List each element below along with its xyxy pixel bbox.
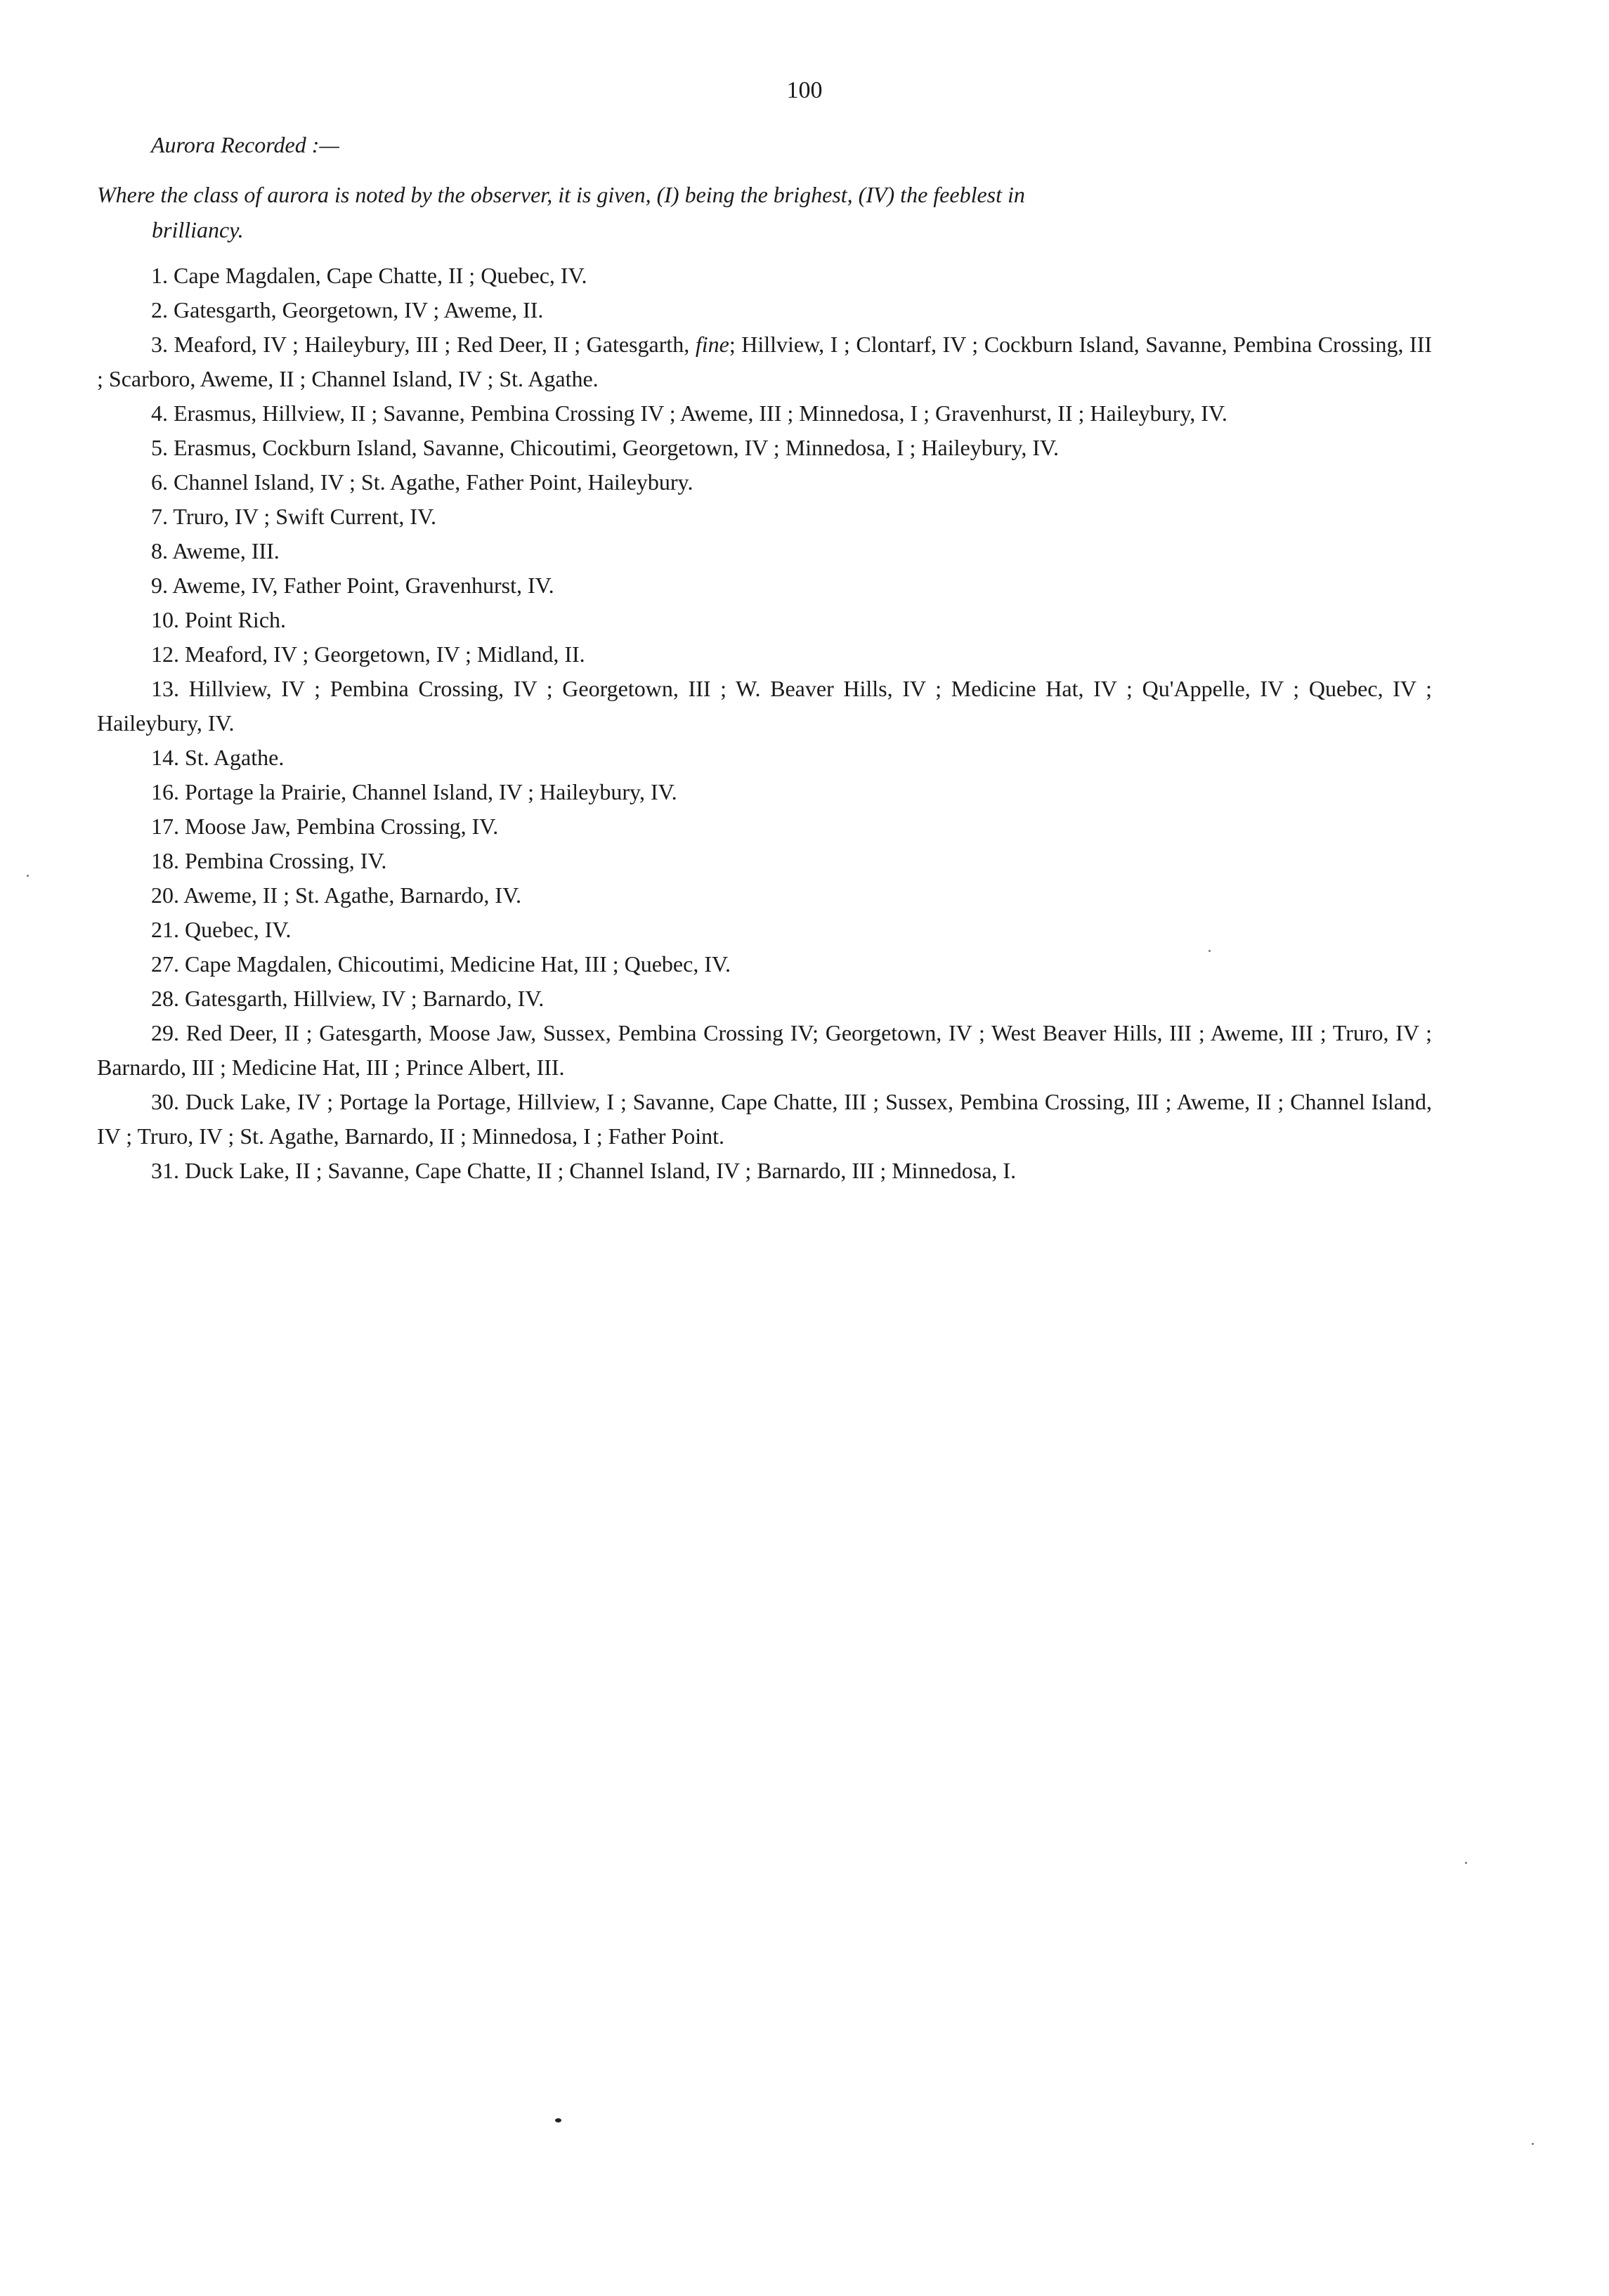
entry-text: Gatesgarth, Hillview, IV ; Barnardo, IV. xyxy=(185,986,545,1011)
entry-text: Aweme, IV, Father Point, Gravenhurst, IV. xyxy=(172,573,554,598)
entry-30 xyxy=(97,1085,1432,1154)
entry-text: Moose Jaw, Pembina Crossing, IV. xyxy=(185,814,499,839)
entry-number: 20. xyxy=(151,882,179,908)
entry-number: 10. xyxy=(151,607,179,632)
entry-number: 21. xyxy=(151,917,179,942)
scan-speck xyxy=(1465,1862,1467,1864)
entry-8 xyxy=(97,534,1432,568)
entry-14 xyxy=(97,741,1432,775)
entry-number: 12. xyxy=(151,641,179,667)
entry-text: Erasmus, Hillview, II ; Savanne, Pembina Crossing IV ; Aweme, III ; Minnedosa, I ; Gravenhurst, II ; Haileybury, IV. xyxy=(174,400,1227,426)
entry-number: 13. xyxy=(151,676,179,701)
entry-27 xyxy=(97,947,1432,981)
entry-text: Hillview, IV ; Pembina Crossing, IV ; Georgetown, III ; W. Beaver Hills, IV ; Medicine Hat, IV ; Qu'Appelle, IV ; Quebec, IV ; Haileybury, IV. xyxy=(97,676,1433,736)
entry-text: Aweme, II ; St. Agathe, Barnardo, IV. xyxy=(183,882,522,908)
entry-31 xyxy=(97,1154,1432,1188)
entry-number: 2. xyxy=(151,297,168,322)
entry-text: Duck Lake, IV ; Portage la Portage, Hillview, I ; Savanne, Cape Chatte, III ; Sussex, Pembina Crossing, III ; Aweme, II ; Channel Island, IV ; Truro, IV ; St. Agathe, Barnardo, II ; Minnedosa, I ; Father Point. xyxy=(97,1089,1433,1149)
entry-number: 18. xyxy=(151,848,179,873)
entry-number: 3. xyxy=(151,332,168,357)
entry-text-italic: fine xyxy=(695,332,729,357)
entry-18 xyxy=(97,844,1432,878)
entry-3 xyxy=(97,327,1432,396)
entry-number: 17. xyxy=(151,814,179,839)
entry-number: 6. xyxy=(151,469,168,495)
entry-text: Meaford, IV ; Haileybury, III ; Red Deer, II ; Gatesgarth, xyxy=(174,332,696,357)
entry-1 xyxy=(97,259,1432,293)
entry-number: 14. xyxy=(151,745,179,770)
entry-28 xyxy=(97,981,1432,1016)
aurora-entries-list xyxy=(97,259,1432,1188)
entry-29 xyxy=(97,1016,1432,1085)
entry-text: Red Deer, II ; Gatesgarth, Moose Jaw, Sussex, Pembina Crossing IV; Georgetown, IV ; West Beaver Hills, III ; Aweme, III ; Truro, IV ; Barnardo, III ; Medicine Hat, III ; Prince Albert, III. xyxy=(97,1020,1433,1080)
intro-line-1: Where the class of aurora is noted by the observer, it is given, (I) being the brighest, (IV) the feeblest in xyxy=(97,182,1025,207)
intro-line-2: brilliancy. xyxy=(152,217,244,242)
entry-21 xyxy=(97,913,1432,947)
entry-13 xyxy=(97,672,1432,741)
entry-text: Quebec, IV. xyxy=(185,917,292,942)
entry-text: Cape Magdalen, Chicoutimi, Medicine Hat, III ; Quebec, IV. xyxy=(185,951,731,977)
entry-2 xyxy=(97,293,1432,327)
entry-10 xyxy=(97,603,1432,637)
entry-text: Channel Island, IV ; St. Agathe, Father Point, Haileybury. xyxy=(174,469,693,495)
entry-20 xyxy=(97,878,1432,913)
entry-number: 30. xyxy=(151,1089,179,1114)
entry-number: 4. xyxy=(151,400,168,426)
entry-text: Erasmus, Cockburn Island, Savanne, Chicoutimi, Georgetown, IV ; Minnedosa, I ; Haileybury, IV. xyxy=(174,435,1059,460)
scan-speck xyxy=(27,875,29,877)
entry-4 xyxy=(97,396,1432,431)
entry-text: ; Hillview, I ; Clontarf, IV ; Cockburn Island, Savanne, Pembina Crossing, III ; Scarboro, Aweme, II ; Channel Island, IV ; St. Agathe. xyxy=(97,332,1433,391)
entry-9 xyxy=(97,568,1432,603)
entry-number: 8. xyxy=(151,538,168,563)
entry-5 xyxy=(97,431,1432,465)
entry-number: 16. xyxy=(151,779,179,804)
entry-number: 27. xyxy=(151,951,179,977)
entry-number: 7. xyxy=(151,504,168,529)
scan-speck xyxy=(555,2118,561,2122)
entry-number: 31. xyxy=(151,1158,179,1183)
entry-text: Truro, IV ; Swift Current, IV. xyxy=(173,504,436,529)
scan-speck xyxy=(1209,950,1211,952)
entry-text: Portage la Prairie, Channel Island, IV ; Haileybury, IV. xyxy=(185,779,677,804)
entry-text: Gatesgarth, Georgetown, IV ; Aweme, II. xyxy=(174,297,544,322)
entry-text: Cape Magdalen, Cape Chatte, II ; Quebec, IV. xyxy=(174,263,587,288)
entry-7 xyxy=(97,500,1432,534)
entry-17 xyxy=(97,809,1432,844)
entry-text: Aweme, III. xyxy=(172,538,280,563)
entry-6 xyxy=(97,465,1432,500)
entry-text: Meaford, IV ; Georgetown, IV ; Midland, II. xyxy=(185,641,585,667)
entry-number: 28. xyxy=(151,986,179,1011)
entry-number: 29. xyxy=(151,1020,179,1045)
entry-text: St. Agathe. xyxy=(185,745,285,770)
scan-speck xyxy=(1532,2143,1534,2145)
entry-number: 9. xyxy=(151,573,168,598)
entry-text: Duck Lake, II ; Savanne, Cape Chatte, II ; Channel Island, IV ; Barnardo, III ; Minnedosa, I. xyxy=(185,1158,1017,1183)
entry-number: 5. xyxy=(151,435,168,460)
entry-12 xyxy=(97,637,1432,672)
entry-number: 1. xyxy=(151,263,168,288)
entry-text: Pembina Crossing, IV. xyxy=(185,848,387,873)
section-heading: Aurora Recorded :— xyxy=(151,132,339,157)
entry-16 xyxy=(97,775,1432,809)
intro-note xyxy=(97,177,1432,247)
page-number: 100 xyxy=(786,77,823,103)
entry-text: Point Rich. xyxy=(185,607,287,632)
